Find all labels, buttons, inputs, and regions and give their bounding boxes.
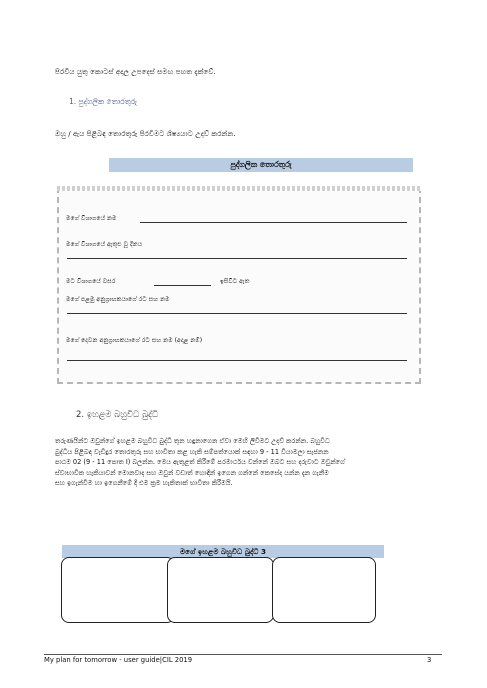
page-number: 3 <box>427 656 432 664</box>
field-label-year: මට විශාගයේ වසර <box>66 278 116 285</box>
field-line-sponsor1[interactable] <box>67 313 407 314</box>
form-top-border <box>57 186 421 191</box>
section2-paragraph-line: සහ ඉගැන්වීම හා ඉගෙනීමේ දී එම ක්‍රම හැකිතාක් භාවිතා කිරීමයි. <box>55 479 233 487</box>
section2-paragraph-line: බුද්ධිය පිළිබඳ වැඩිදුර තොරතුරු සහ භාවිතා කළ හැකි සම්පත්යොක් සඳහා 9 - 11 වියාමලා සැජනන <box>55 447 329 456</box>
section2-paragraph-line: පාඨම 02 (9 - 11 පොත I) බලන්න. මෙය ඇතුළත් කිරීමේ පරමාර්ථය වන්නේ ඔබට සහ දරුවාට ඔවුන්ගේ <box>55 458 345 466</box>
field-label-sponsor2: මගේ දෙවන අනුග්‍රාහකයාගේ රට සහ නම (අදාළ නම්) <box>66 337 203 344</box>
section1-description: ඔහු / ඇය පිළිබඳ තොරතුරු පිරවීමට ශිෂ්‍යයාට උදව් කරන්න. <box>55 129 236 138</box>
intelligence-box-1[interactable] <box>61 557 175 623</box>
field-line-name[interactable] <box>140 222 407 223</box>
field-label-sponsor1: මගේ පළමු අනුග්‍රාහකයාගේ රට සහ නම <box>66 296 170 303</box>
intelligence-box-3[interactable] <box>272 557 376 623</box>
field-line-entry-date[interactable] <box>67 258 407 259</box>
section2-heading: 2. ඉහළම බහුවිධ බුද්ධි <box>76 410 159 420</box>
section2-paragraph-line: තරුණයින්ට ඔවුන්ගේ ඉහළම බහුවිධ බුද්ධි තුන හඳුනාගෙන ඒවා මෙහි ලිවීමට උදව් කරන්න. බහුවිධ <box>55 437 330 445</box>
field-label-name: මගේ විශාගයේ නම <box>66 215 117 222</box>
personal-info-banner: පුද්ගලික තොරතුරු <box>109 158 413 172</box>
intro-text: පිරවිය යුතු කොටස් අදාල උපදෙස් සමඟ පහත දැක්වේ. <box>55 67 216 76</box>
top-intelligences-banner: මගේ ඉහළම බහුවිධ බුද්ධි 3 <box>62 545 384 558</box>
footer-text: My plan for tomorrow - user guide|CIL 2019 <box>44 656 193 664</box>
section1-heading: 1. පුද්ගලික තොරතුරු <box>69 97 138 106</box>
field-line-sponsor2[interactable] <box>67 360 407 361</box>
intelligence-box-2[interactable] <box>167 557 274 623</box>
field-line-year[interactable] <box>154 285 211 286</box>
section2-paragraph-line: ස්වාභාවික හැකියාවන් මොනවාද සහ ඔවුන් වඩාත් හොඳින් ඉගෙන ගන්නේ කෙසේද යන්න දැන ගැනීම <box>55 468 329 477</box>
field-label-status: ඉසිවිට ඇත <box>220 278 250 285</box>
field-label-entry-date: මගේ විශාගයේ ඇතුළු වූ දිනය <box>66 241 143 248</box>
